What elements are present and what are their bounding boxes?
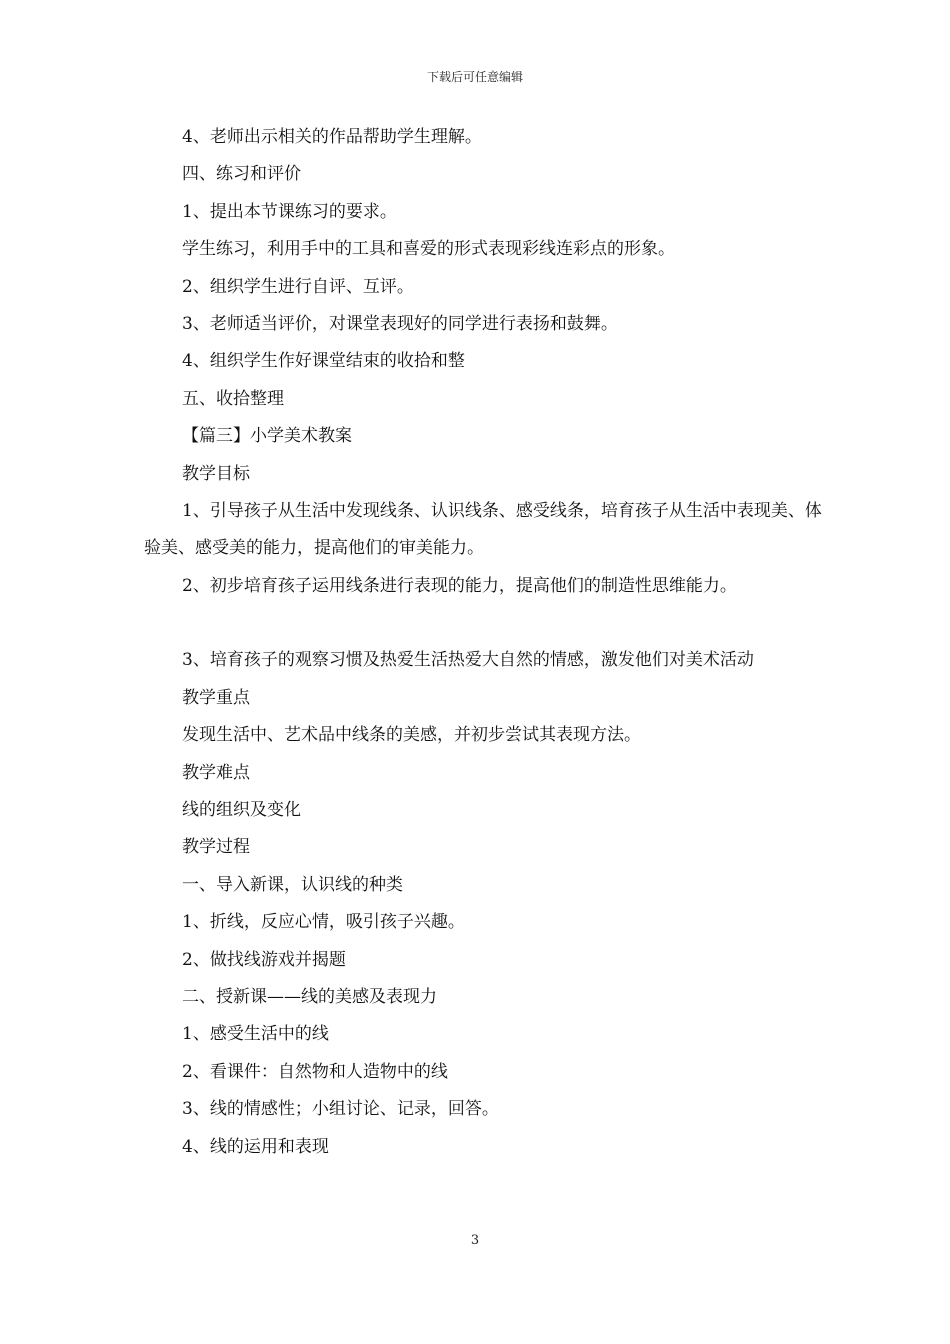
section-heading: 教学难点 bbox=[182, 762, 250, 783]
paragraph: 4、组织学生作好课堂结束的收拾和整 bbox=[182, 351, 465, 372]
paragraph: 2、做找线游戏并揭题 bbox=[182, 949, 346, 970]
section-heading: 四、练习和评价 bbox=[182, 164, 301, 185]
paragraph: 1、引导孩子从生活中发现线条、认识线条、感受线条，培育孩子从生活中表现美、体验美、感受美的能力，提高他们的审美能力。 bbox=[144, 501, 822, 559]
page-number: 3 bbox=[470, 1233, 480, 1248]
paragraph: 一、导入新课，认识线的种类 bbox=[182, 874, 403, 895]
paragraph: 4、线的运用和表现 bbox=[182, 1136, 329, 1157]
paragraph: 发现生活中、艺术品中线条的美感，并初步尝试其表现方法。 bbox=[182, 725, 641, 746]
paragraph: 3、培育孩子的观察习惯及热爱生活热爱大自然的情感，激发他们对美术活动 bbox=[182, 650, 754, 671]
paragraph: 1、提出本节课练习的要求。 bbox=[182, 201, 397, 222]
paragraph: 2、组织学生进行自评、互评。 bbox=[182, 276, 414, 297]
paragraph: 二、授新课——线的美感及表现力 bbox=[182, 986, 437, 1007]
page-header: 下载后可任意编辑 bbox=[426, 70, 523, 84]
section-heading: 教学目标 bbox=[182, 463, 250, 484]
paragraph: 线的组织及变化 bbox=[182, 799, 301, 820]
paragraph: 1、折线，反应心情，吸引孩子兴趣。 bbox=[182, 912, 465, 933]
paragraph: 1、感受生活中的线 bbox=[182, 1024, 329, 1045]
document-body bbox=[144, 119, 824, 1166]
part-title: 【篇三】小学美术教案 bbox=[182, 426, 352, 447]
blank-line bbox=[144, 605, 824, 642]
paragraph: 3、老师适当评价，对课堂表现好的同学进行表扬和鼓舞。 bbox=[182, 314, 618, 335]
paragraph: 学生练习，利用手中的工具和喜爱的形式表现彩线连彩点的形象。 bbox=[182, 239, 675, 260]
paragraph: 4、老师出示相关的作品帮助学生理解。 bbox=[182, 127, 482, 147]
section-heading: 教学过程 bbox=[182, 837, 250, 858]
paragraph: 3、线的情感性；小组讨论、记录，回答。 bbox=[182, 1099, 499, 1120]
section-heading: 五、收拾整理 bbox=[182, 388, 284, 409]
section-heading: 教学重点 bbox=[182, 687, 250, 708]
paragraph: 2、看课件：自然物和人造物中的线 bbox=[182, 1061, 448, 1082]
paragraph: 2、初步培育孩子运用线条进行表现的能力，提高他们的制造性思维能力。 bbox=[182, 575, 737, 596]
